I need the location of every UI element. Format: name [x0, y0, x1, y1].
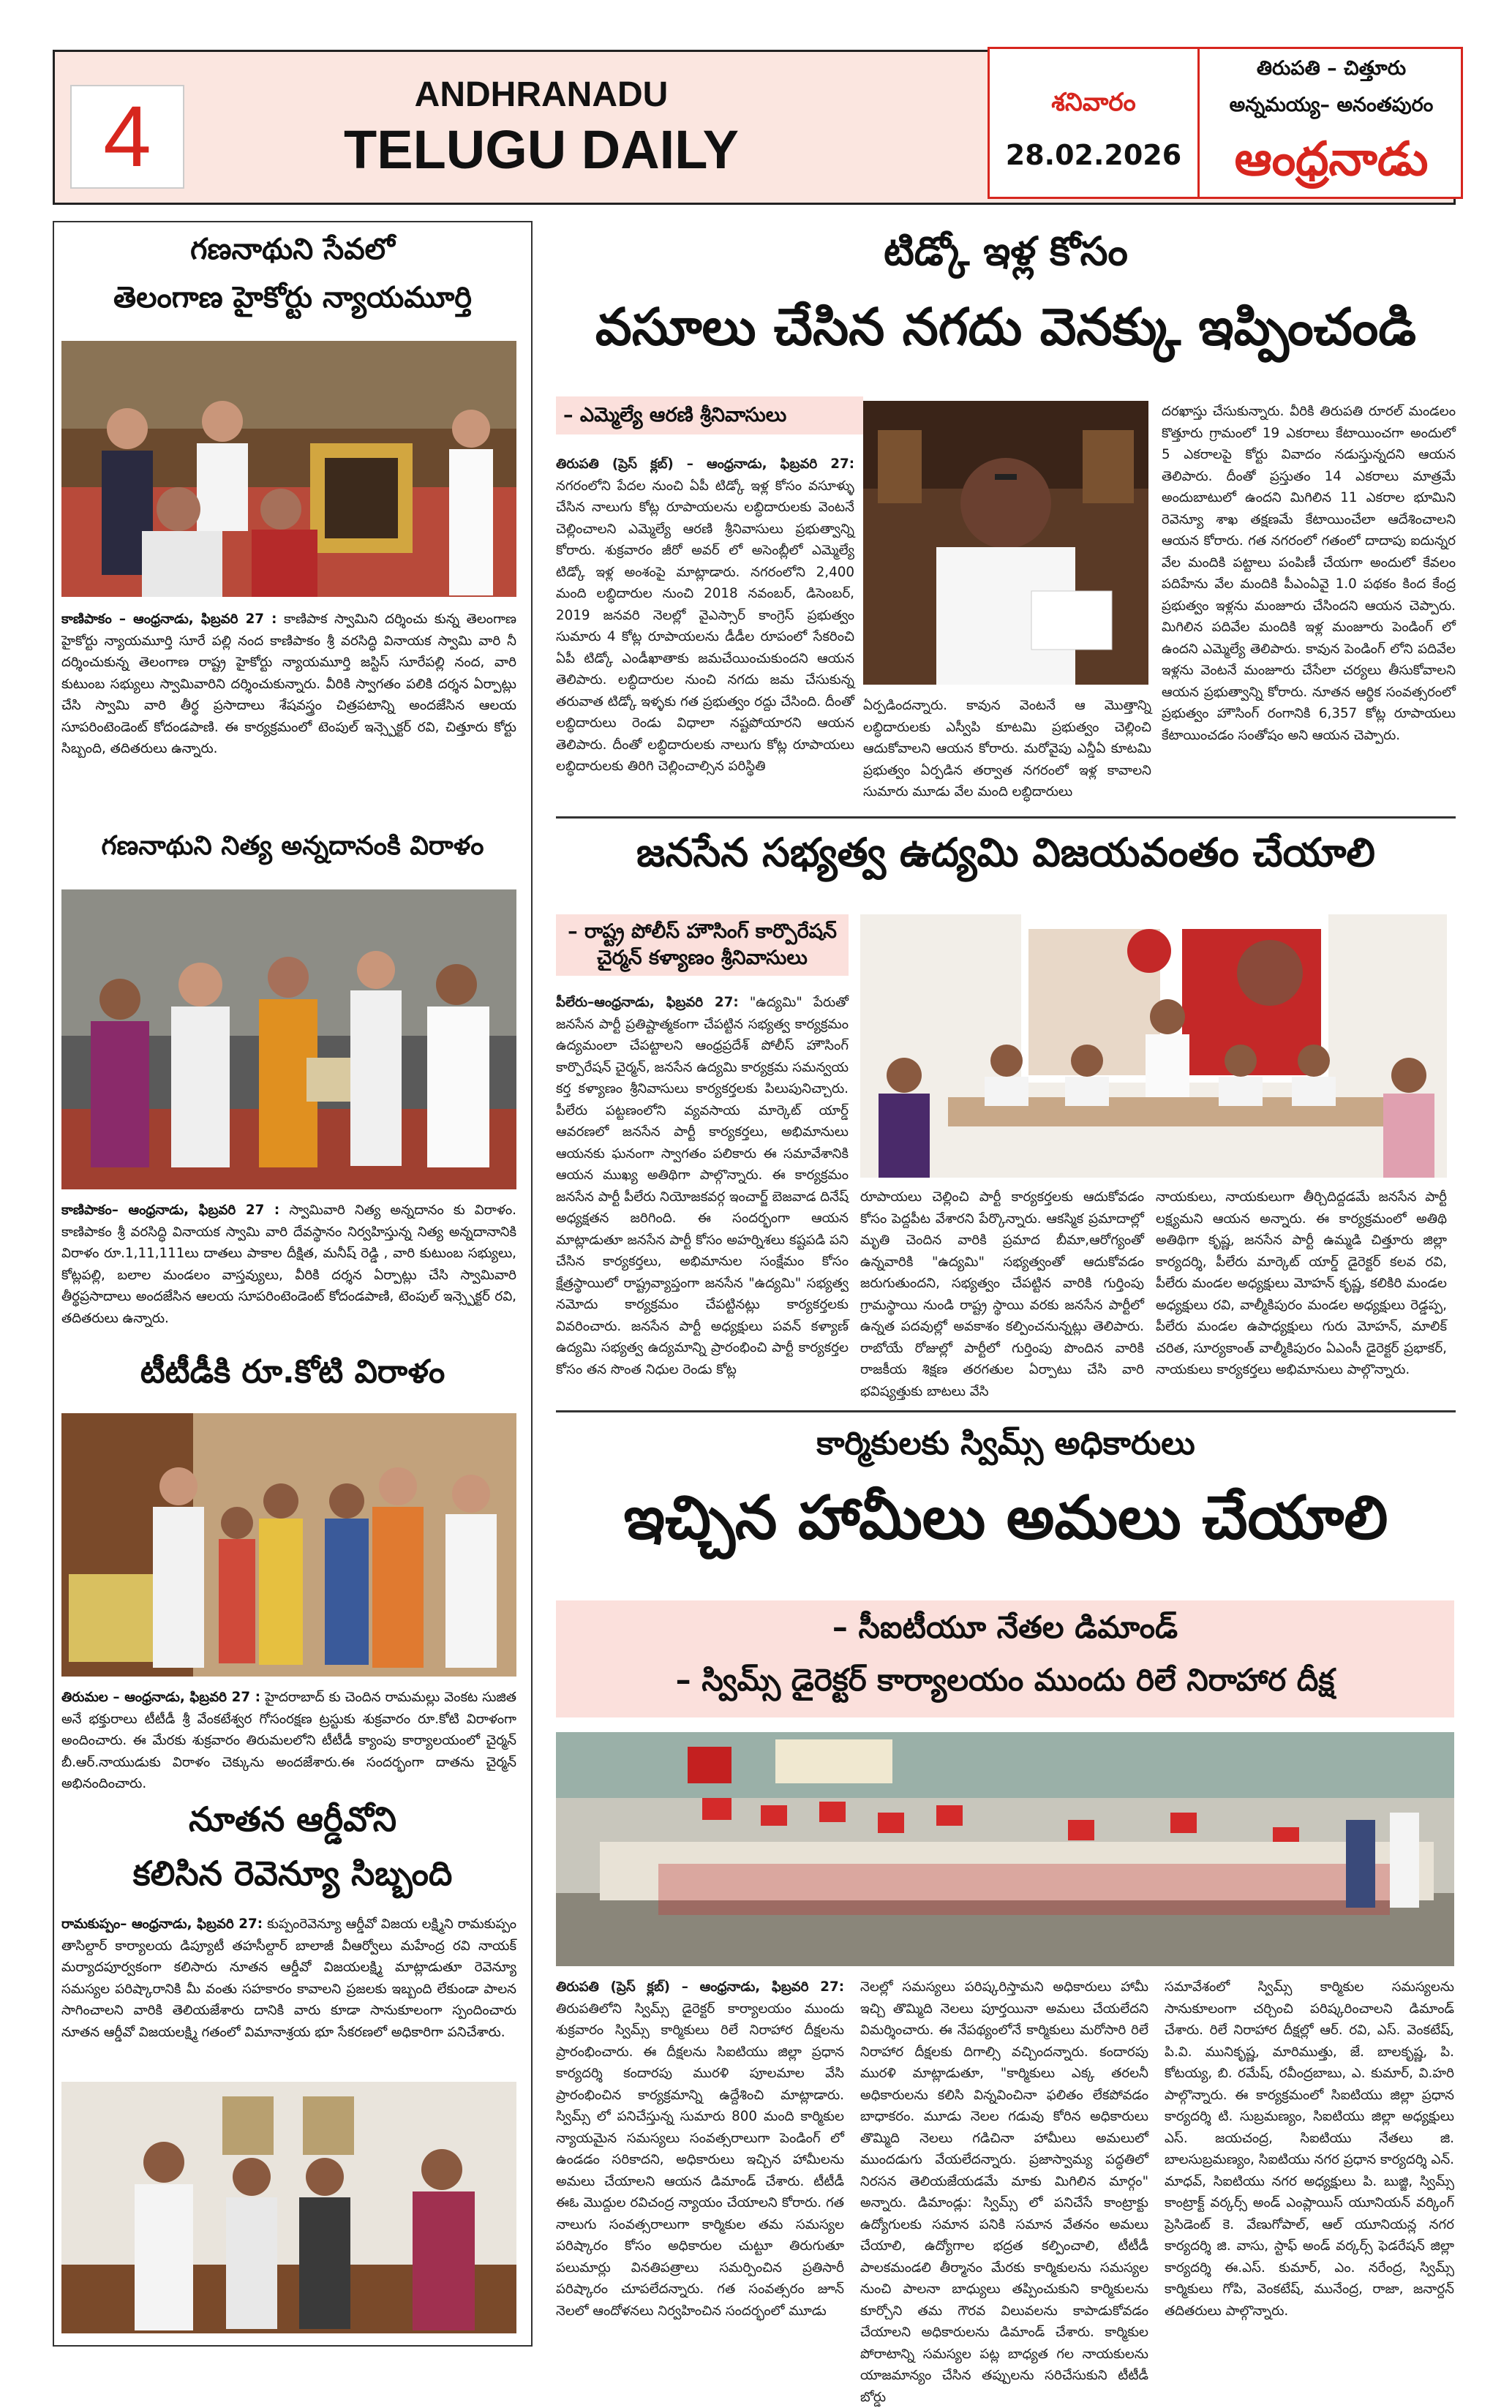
story2-text: కాణిపాకం– ఆంధ్రనాడు, ఫిబ్రవరి 27 : స్వామివారి నిత్య అన్నదానం కు విరాళం. కాణిపాకం శ్రీ వరసిద్ధి వినాయక స్వామి వారి దేవస్థానం నిర్వహిస్తున్న నిత్య అన్నదానానికి విరాళం రూ.1,11,111లు దాతలు పాకాల దీక్షిత, మనీష్ రెడ్డి , వారి కుటుంబ సభ్యులు, కోట్లపల్లి, బలాల మండలం వాస్తవ్యులు, వీరికి దర్శన ఏర్పాట్లు చేసి స్వామివారి తీర్థప్రసాదాలు అందజేసిన ఆలయ సూపరింటెండెంట్ కోదండపాణి, టెంపుల్ ఇన్స్పెక్టర్ రవి, తదితరులు ఉన్నారు. — [61, 1203, 516, 1326]
issue-day: శనివారం — [1051, 88, 1136, 117]
a3-photo-protest — [556, 1732, 1454, 1966]
a2-headline: జనసేన సభ్యత్వ ఉద్యమి విజయవంతం చేయాలి — [636, 829, 1375, 876]
divider-2 — [556, 1410, 1456, 1412]
a1-subheading: – ఎమ్మెల్యే ఆరణి శ్రీనివాసులు — [556, 396, 863, 434]
story4-text: రామకుప్పం– ఆంధ్రనాడు, ఫిబ్రవరి 27: కుప్పంరెవెన్యూ ఆర్డీవో విజయ లక్ష్మిని రామకుప్పం తాసిల్దార్ కార్యాలయ డిప్యూటీ తహసీల్దార్ బాలాజీ వీఆర్వోలు మహేంద్ర రవి నాయక్ మర్యాదపూర్వకంగా కలిసారు నూతన ఆర్డీవో విజయలక్ష్మి మాట్లాడుతూ రెవెన్యూ సమస్యల పరిష్కారానికి మీ వంతు సహకారం కావాలని ప్రజలకు ఇబ్బంది లేకుండా పాలన సాగించాలని వారికి తెలియజేశారు దానికి వారు కూడా సానుకూలంగా స్పందించారు నూతన ఆర్డీవో విజయలక్ష్మి గతంలో విమానాశ్రయ భూ సేకరణలో అధికారిగా పనిచేశారు. — [61, 1916, 517, 2040]
editions-line2: అన్నమయ్య– అనంతపురం — [1229, 94, 1434, 116]
english-title-line1: ANDHRANADU — [414, 75, 669, 114]
editions-line1: తిరుపతి – చిత్తూరు — [1256, 57, 1407, 80]
story4-headline-line2: కలిసిన రెవెన్యూ సిబ్బంది — [132, 1854, 453, 1893]
story2-photo — [61, 889, 516, 1189]
story2-headline: గణనాథుని నిత్య అన్నదానంకి విరాళం — [101, 831, 484, 861]
divider-1 — [556, 816, 1456, 819]
story4-photo — [61, 2082, 516, 2333]
a1-column1: తిరుపతి (ప్రెస్ క్లబ్) – ఆంధ్రనాడు, ఫిబ్రవరి 27: నగరంలోని పేదల నుంచి ఏపీ టిడ్కో ఇళ్ల కోసం వసూళ్ళు చేసిన నాలుగు కోట్ల రూపాయలను లబ్ధిదారులకు వెంటనే చెల్లించాలని ఎమ్మెల్యే ఆరణి శ్రీనివాసులు ప్రభుత్వాన్ని కోరారు. శుక్రవారం జీరో అవర్ లో అసెంబ్లీలో ఎమ్మెల్యే టిడ్కో ఇళ్ల అంశంపై మాట్లాడారు. నగరంలోని 2,400 మంది లబ్ధిదారుల నుంచి 2018 నవంబర్, డిసెంబర్, 2019 జనవరి నెలల్లో వైఎస్సార్ కాంగ్రెస్ ప్రభుత్వం సుమారు 4 కోట్ల రూపాయలను డీడీల రూపంలో సేకరించి ఏపీ టిడ్కో ఎండీఖాతాకు జమచేయించుకుందని ఆయన తెలిపారు. లబ్ధిదారుల నుంచి నగదు జమ చేసుకున్న తరువాత టిడ్కో ఇళ్ళకు గత ప్రభుత్వం రద్దు చేసింది. దీంతో లబ్ధిదారులు రెండు విధాలా నష్టపోయారని ఆయన తెలిపారు. దీంతో లబ్ధిదారులకు నాలుగు కోట్ల రూపాయలు లబ్ధిదారులకు తిరిగి చెల్లించాల్సిన పరిస్థితి — [556, 456, 854, 774]
story3-text: తిరుమల – ఆంధ్రనాడు, ఫిబ్రవరి 27 : హైదరాబాద్ కు చెందిన రామమల్లు వెంకట సుజిత అనే భక్తురాలు టీటీడీ శ్రీ వేంకటేశ్వర గోసంరక్షణ ట్రస్టుకు శుక్రవారం రూ.కోటి విరాళంగా అందించారు. ఈ మేరకు శుక్రవారం తిరుమలలోని టీటీడీ క్యాంపు కార్యాలయంలో చైర్మన్ బీ.ఆర్.నాయుడుకు విరాళం చెక్కును అందజేశారు.ఈ సందర్భంగా దాతను చైర్మన్ అభినందించారు. — [61, 1690, 517, 1791]
a3-subheading-line1: – సీఐటీయూ నేతల డిమాండ్ — [832, 1609, 1178, 1645]
a3-headline-line1: కార్మికులకు స్విమ్స్ అధికారులు — [816, 1425, 1195, 1462]
story1-headline-line1: గణనాథుని సేవలో — [190, 233, 395, 266]
date-box — [988, 47, 1200, 199]
a2-column3: నాయకులు, నాయకులుగా తీర్చిదిద్దడమే జనసేన పార్టీ లక్ష్యమని ఆయన అన్నారు. ఈ కార్యక్రమంలో అతిథి అతిథిగా కృష్ణ, జనసేన పార్టీ ఉమ్మడి చిత్తూరు జిల్లా కార్యదర్శి, పీలేరు మార్కెట్ యార్డ్ డైరెక్టర్ కలవ రవి, పీలేరు మండల అధ్యక్షులు మోహన్ కృష్ణ, కలికిరి మండల అధ్యక్షులు రవి, వాల్మీకిపురం మండల అధ్యక్షులు రెడ్డప్ప, పీలేరు మండల ఉపాధ్యక్షులు గురు మోహన్, మాలిక్ చరిత, సూర్యకాంత్ వాల్మీకిపురం ఏఎంసీ డైరెక్టర్ ప్రభాకర్, నాయకులు కార్యకర్తలు అభిమానులు పాల్గొన్నారు. — [1156, 1189, 1447, 1377]
story1-photo — [61, 341, 516, 597]
story3-photo — [61, 1413, 516, 1677]
story1-text: కాణిపాకం – ఆంధ్రనాడు, ఫిబ్రవరి 27 : కాణిపాక స్వామిని దర్శించు కున్న తెలంగాణ హైకోర్టు న్యాయమూర్తి సూరే పల్లి నంద కాణిపాకం శ్రీ వరసిద్ధి వినాయక స్వామి వారి నీ దర్శించుకున్న తెలంగాణ రాష్ట్ర హైకోర్టు న్యాయమూర్తి జస్టిస్ సూరేపల్లి నంద, వారి కుటుంబ సభ్యులు స్వామివారిని దర్శించుకున్నారు. వీరికి స్వాగతం పలికి దర్శన ఏర్పాట్లు చేసి స్వామి వారి తీర్థ ప్రసాదాలు శేషవస్త్రం చిత్రపటాన్ని అందజేసిన ఆలయ సూపరింటెండెంట్ కోదండపాణి. ఈ కార్యక్రమంలో టెంపుల్ ఇన్స్పెక్టర్ రవి, చిత్తూరు కోర్టు సిబ్బంది, తదితరులు ఉన్నారు. — [61, 612, 517, 756]
story4-headline-line1: నూతన ఆర్డీవోని — [189, 1799, 396, 1839]
a1-column2: ఏర్పడిందన్నారు. కావున వెంటనే ఆ మొత్తాన్ని లబ్ధిదారులకు ఎస్వీపి కూటమి ప్రభుత్వం చెల్లించి ఆదుకోవాలని ఆయన కోరారు. మరోవైపు ఎన్డీఏ కూటమి ప్రభుత్వం ఏర్పడిన తర్వాత నగరంలో ఇళ్ల కావాలని సుమారు మూడు వేల మంది లబ్ధిదారులు — [863, 698, 1151, 799]
a2-column1: పీలేరు–ఆంధ్రనాడు, ఫిబ్రవరి 27: "ఉద్యమి" పేరుతో జనసేన పార్టీ ప్రతిష్టాత్మకంగా చేపట్టిన సభ్యత్వ కార్యక్రమం ఉద్యమంలా చేపట్టాలని ఆంధ్రప్రదేశ్ పోలీస్ హౌసింగ్ కార్పొరేషన్ చైర్మన్, జనసేన ఉద్యమి కార్యక్రమ సమన్వయ కర్త కళ్యాణం శ్రీనివాసులు కార్యకర్తలకు పిలుపునిచ్చారు. పీలేరు పట్టణంలోని వ్యవసాయ మార్కెట్ యార్డ్ ఆవరణలో జనసేన పార్టీ కార్యకర్తలు, అభిమానులు ఆయనకు ఘనంగా స్వాగతం పలికారు ఈ సమావేశానికి ఆయన ముఖ్య అతిథిగా పాల్గొన్నారు. ఈ కార్యక్రమం జనసేన పార్టీ పీలేరు నియోజకవర్గ ఇంచార్జ్ బెజవాడ దినేష్ అధ్యక్షతన జరిగింది. ఈ సందర్భంగా ఆయన మాట్లాడుతూ జనసేన పార్టీ కోసం అహర్నిశలు కష్టపడి పని చేసిన కార్యకర్తలు, అభిమానుల సంక్షేమం కోసం క్షేత్రస్థాయిలో రాష్ట్రవ్యాప్తంగా జనసేన "ఉద్యమి" సభ్యత్వ నమోదు కార్యక్రమం చేపట్టినట్లు కార్యకర్తలకు వివరించారు. జనసేన పార్టీ అధ్యక్షులు పవన్ కళ్యాణ్ ఉద్యమి సభ్యత్వ ఉద్యమాన్ని ప్రారంభించి పార్టీ కార్యకర్తల కోసం తన సొంత నిధుల రెండు కోట్ల — [556, 995, 849, 1377]
a2-column2: రూపాయలు చెల్లించి పార్టీ కార్యకర్తలకు ఆదుకోవడం కోసం పెద్దపీట వేశారని పేర్కొన్నారు. ఆకస్మిక ప్రమాదాల్లో మృతి చెందిన వారికి ప్రమాద బీమా,ఆరోగ్యంతో ఉన్నవారికి "ఉద్యమి" సభ్యత్వంతో ఆదుకోవడం జరుగుతుందని, సభ్యత్వం చేపట్టిన వారికి గుర్తింపు గ్రామస్థాయి నుండి రాష్ట్ర స్థాయి వరకు జనసేన పార్టీలో ఉన్నత పదవుల్లో అవకాశం కల్పించనున్నట్లు తెలిపారు. రాబోయే రోజుల్లో పార్టీలో గుర్తింపు పొందిన వారికి రాజకీయ శిక్షణ తరగతుల ఏర్పాటు చేసి వారి భవిష్యత్తుకు బాటలు వేసి — [860, 1189, 1144, 1399]
a3-column1: తిరుపతి (ప్రెస్ క్లబ్) – ఆంధ్రనాడు, ఫిబ్రవరి 27: తిరుపతిలోని స్విమ్స్ డైరెక్టర్ కార్యాలయం ముందు శుక్రవారం స్విమ్స్ కార్మికులు రిలే నిరాహార దీక్షలను ప్రారంభించారు. ఈ దీక్షలను సిఐటియు జిల్లా ప్రధాన కార్యదర్శి కందారపు మురళి పూలమాల వేసి ప్రారంభించిన కార్యక్రమాన్ని ఉద్దేశించి మాట్లాడారు. స్విమ్స్ లో పనిచేస్తున్న సుమారు 800 మంది కార్మికుల న్యాయమైన సమస్యలు సంవత్సరాలుగా పెండింగ్ లో ఉండడం సరికాదని, అధికారులు ఇచ్చిన హామీలను అమలు చేయాలని ఆయన డిమాండ్ చేశారు. టీటీడీ ఈఓ మొద్దుల రవిచంద్ర న్యాయం చేయాలని కోరారు. గత నాలుగు సంవత్సరాలుగా కార్మికుల తమ సమస్యల పరిష్కారం కోసం అధికారుల చుట్టూ తిరుగుతూ పలుమార్లు వినతిపత్రాలు సమర్పించిన ప్రతిసారీ పరిష్కారం చూపలేదన్నారు. గత సంవత్సరం జూన్ నెలలో ఆందోళనలు నిర్వహించిన సందర్భంలో మూడు — [556, 1979, 844, 2319]
a3-subheading-line2: – స్విమ్స్ డైరెక్టర్ కార్యాలయం ముందు రిలే నిరాహార దీక్ష — [675, 1662, 1335, 1698]
a1-column3: దరఖాస్తు చేసుకున్నారు. వీరికి తిరుపతి రూరల్ మండలం కొత్తూరు గ్రామంలో 19 ఎకరాలు కేటాయించగా అందులో 5 ఎకరాలపై కోర్టు వివాదం నడుస్తున్నదని ఆయన తెలిపారు. దీంతో ప్రస్తుతం 14 ఎకరాలు మాత్రమే అందుబాటులో ఉందని మిగిలిన 11 ఎకరాల భూమిని రెవెన్యూ శాఖ తక్షణమే కేటాయించేలా ఆదేశించాలని ఆయన కోరారు. గత నగరంలో గతంలో దాదాపు ఐదున్నర వేల మందికి పట్టాలు పంపిణీ చేయగా అందులో కేవలం పదిహేను వేల మందికి పీఎంఏవై 1.0 పథకం కింద కేంద్ర ప్రభుత్వం ఇళ్లను మంజూరు చేసిందని ఆయన చెప్పారు. మిగిలిన పదివేల మందికి ఇళ్ల మంజూరు పెండింగ్ లో ఉందని ఎమ్మెల్యే తెలిపారు. కావున పెండింగ్ లోని పదివేల ఇళ్లను వెంటనే మంజూరు చేసేలా చర్యలు తీసుకోవాలని ఆయన ప్రభుత్వాన్ని కోరారు. నూతన ఆర్థిక సంవత్సరంలో ప్రభుత్వం హౌసింగ్ రంగానికి 6,357 కోట్ల రూపాయలు కేటాయించడం సంతోషం అని ఆయన చెప్పారు. — [1162, 404, 1456, 743]
a2-photo-meeting — [860, 914, 1447, 1178]
a3-headline-line2: ఇచ్చిన హామీలు అమలు చేయాలి — [623, 1483, 1388, 1553]
a3-column2: నెలల్లో సమస్యలు పరిష్కరిస్తామని అధికారులు హామీ ఇచ్చి తొమ్మిది నెలలు పూర్తయినా అమలు చేయలేదని విమర్శించారు. ఈ నేపథ్యంలోనే కార్మికులు మరోసారి రిలే నిరాహార దీక్షలకు దిగాల్సి వచ్చిందన్నారు. కందారపు మురళి మాట్లాడుతూ, "కార్మికులు ఎక్క తరలనీ అధికారులను కలిసి విన్నవించినా ఫలితం లేకపోవడం బాధాకరం. మూడు నెలల గడువు కోరిన అధికారులు తొమ్మిది నెలలు గడిచినా హామీలు అమలులో ముందడుగు వేయలేదన్నారు. ప్రజాస్వామ్య పద్ధతిలో నిరసన తెలియజేయడమే మాకు మిగిలిన మార్గం" అన్నారు. డిమాండ్లు: స్విమ్స్ లో పనిచేసే కాంట్రాక్టు ఉద్యోగులకు సమాన పనికి సమాన వేతనం అమలు చేయాలి, ఉద్యోగాల భద్రత కల్పించాలి, టీటీడీ పాలకమండలి తీర్మానం మేరకు కార్మికులను సమస్యల నుంచి పాలనా బాధ్యులు తప్పించుకుని కార్మికులను కూర్చోని తమ గౌరవ విలువలను కాపాడుకోవడం చేయాలని అధికారులను డిమాండ్ చేశారు. కార్మికుల పోరాటాన్ని సమస్యల పట్ల బాధ్యత గల నాయకులను యాజమాన్యం చేసిన తప్పులను సరిచేసుకుని టీటీడీ బోర్డు — [860, 1979, 1148, 2405]
a1-headline-line2: వసూలు చేసిన నగదు వెనక్కు ఇప్పించండి — [595, 297, 1417, 357]
a1-headline-line1: టిడ్కో ఇళ్ల కోసం — [884, 228, 1128, 274]
a2-subheading: – రాష్ట్ర పోలీస్ హౌసింగ్ కార్పొరేషన్ చైర్మన్ కళ్యాణం శ్రీనివాసులు — [556, 914, 849, 976]
newspaper-logo: ఆంధ్రనాడు — [1234, 132, 1429, 187]
page-number: 4 — [70, 85, 184, 189]
english-title-line2: TELUGU DAILY — [344, 119, 739, 180]
story3-headline: టీటీడీకి రూ.కోటి విరాళం — [140, 1353, 445, 1391]
story1-headline-line2: తెలంగాణ హైకోర్టు న్యాయమూర్తి — [113, 281, 473, 315]
a3-column3: సమావేశంలో స్విమ్స్ కార్మికుల సమస్యలను సానుకూలంగా చర్చించి పరిష్కరించాలని డిమాండ్ చేశారు. రిలే నిరాహార దీక్షల్లో ఆర్. రవి, ఎస్. వెంకటేష్, పి.వి. మునికృష్ణ, మారిముత్తు, జే. బాలకృష్ణ, పి. కోటయ్య, బి. రమేష్, రవీంద్రబాబు, ఎ. కుమార్, వి.హరి పాల్గొన్నారు. ఈ కార్యక్రమంలో సిఐటియు జిల్లా ప్రధాన కార్యదర్శి టి. సుబ్రమణ్యం, సిఐటియు జిల్లా అధ్యక్షులు ఎస్. జయచంద్ర, సిఐటియు నేతలు జి. బాలసుబ్రమణ్యం, సిఐటియు నగర ప్రధాన కార్యదర్శి ఎన్. మాధవ్, సిఐటియు నగర అధ్యక్షులు పి. బుజ్జి, స్విమ్స్ కాంట్రాక్ట్ వర్కర్స్ అండ్ ఎంప్లాయిస్ యూనియన్ వర్కింగ్ ప్రెసిడెంట్ కె. వేణుగోపాల్, ఆల్ యూనియన్ల నగర కార్యదర్శి జి. వాసు, స్టాఫ్ అండ్ వర్కర్స్ ఫెడరేషన్ జిల్లా కార్యదర్శి ఈ.ఎస్. కుమార్, ఎం. నరేంద్ర, స్విమ్స్ కార్మికులు గోపి, వెంకటేష్, మునేంద్ర, రాజా, జనార్దన్ తదితరులు పాల్గొన్నారు. — [1165, 1979, 1454, 2319]
issue-date: 28.02.2026 — [1005, 139, 1182, 171]
a1-photo-mla — [863, 401, 1148, 685]
